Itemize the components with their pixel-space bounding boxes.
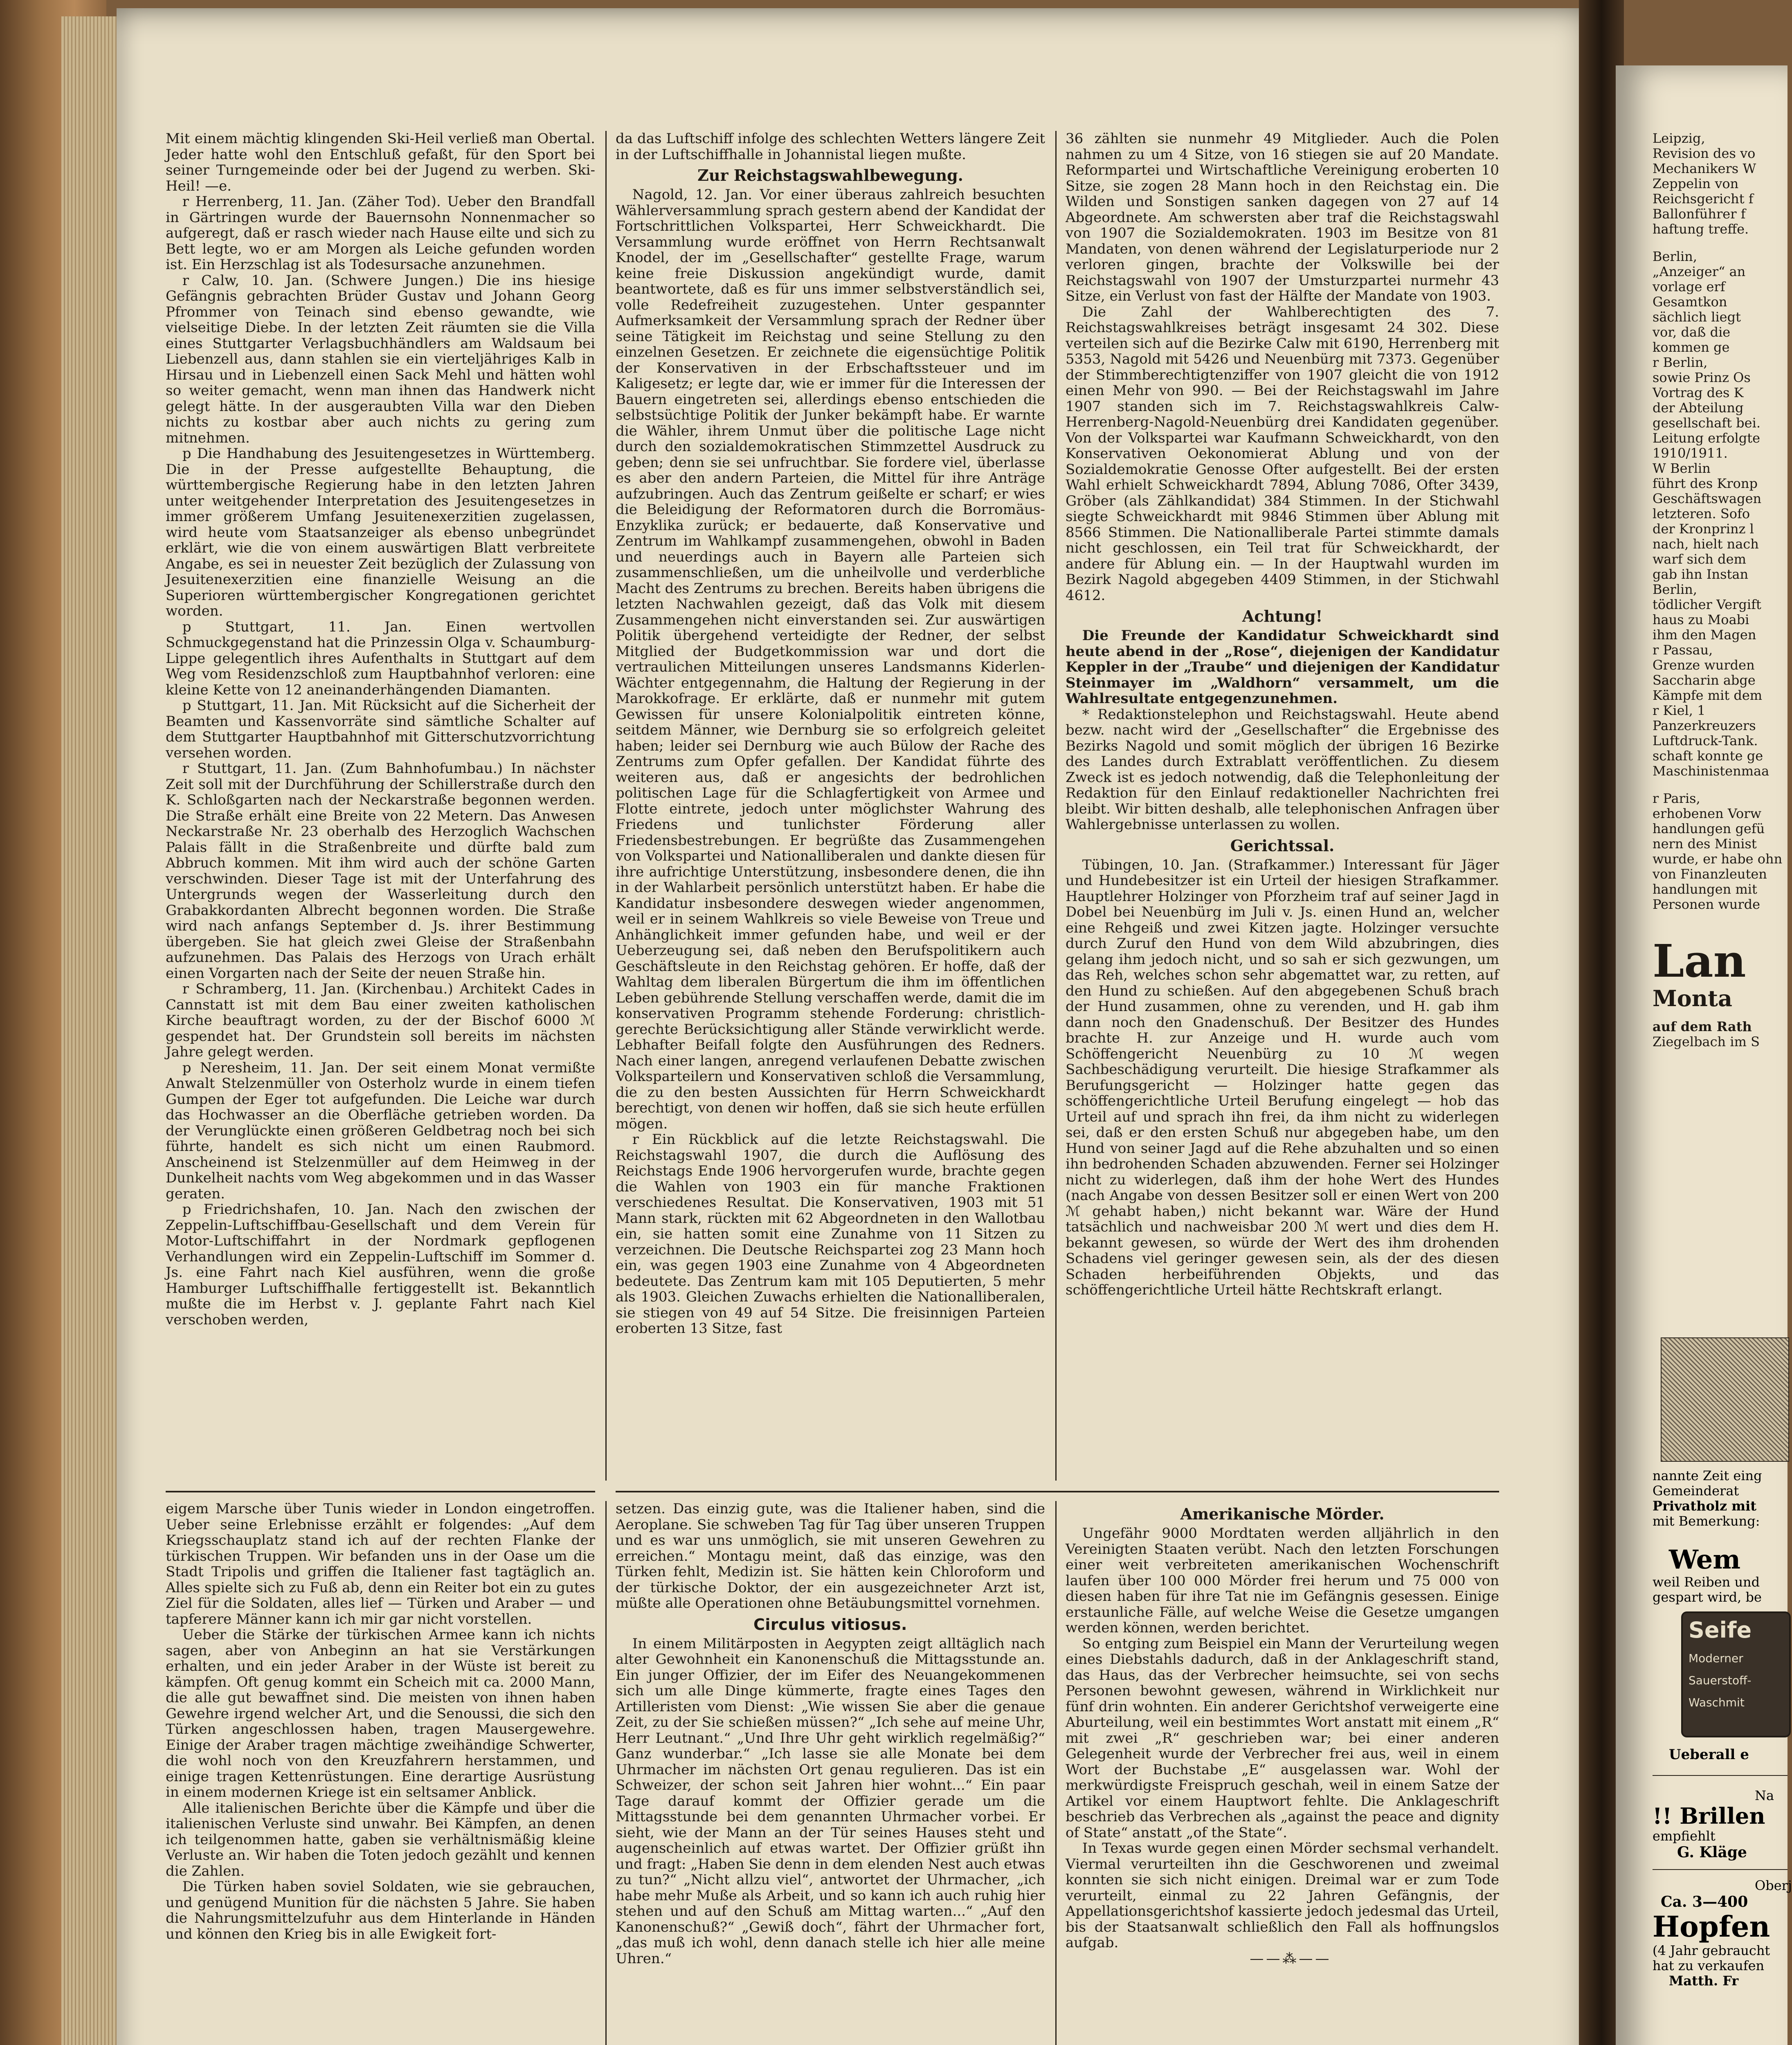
ad-subheadline: Monta — [1653, 985, 1732, 1011]
np-line: führt des Kronp — [1653, 476, 1758, 491]
ad-line: Matth. Fr — [1669, 1973, 1739, 1989]
ad-line: (4 Jahr gebraucht — [1653, 1943, 1770, 1958]
article-tuebingen: Tübingen, 10. Jan. (Strafkammer.) Interessant für Jäger und Hundebesitzer ist ein Urteil der hiesigen Strafkammer. Hauptlehrer Holzinger von Pforzheim traf auf seiner Jagd in Dobel bei Neuenbürg im Juli v. Js. einen Hund an, welcher eine Rehgeiß und zwei Kitzen jagte. Holzinger versuchte durch Zuruf den Hund von dem Wild abzubringen, dies gelang ihm jedoch nicht, und so sah er sich gezwungen, um das Reh, welches schon sehr abgemattet war, zu retten, auf den Hund zu schießen. Auf den abgegebenen Schuß brach der Hund zusammen, ohne zu verenden, und H. gab ihm dann noch den Gnadenschuß. Der Besitzer des Hundes brachte H. zur Anzeige und H. wurde auch vom Schöffengericht Neuenbürg zu 10 ℳ wegen Sachbeschädigung verurteilt. Die hiesige Strafkammer als Berufungsgericht — Holzinger hatte gegen das schöffengerichtliche Urteil Berufung eingelegt — hob das Urteil auf und sprach ihn frei, da ihm nicht zu widerlegen sei, daß er den ersten Schuß nur abgegeben habe, um den Hund von seiner Jagd auf die Rehe abzuhalten und so einen ihn bedrohenden Schaden abzuwenden. Ferner sei Holzinger nicht zu widerlegen, daß ihm der hohe Wert des Hundes (nach Angabe von dessen Besitzer soll er einen Wert von 200 ℳ gehabt haben,) nicht bekannt war. Wäre der Hund tatsächlich und nachweisbar 200 ℳ wert und dies dem H. bekannt gewesen, so würde der Wert des ihm drohenden Schadens viel geringer gewesen sein, als der des diesen Schaden herbeiführenden Objekts, und das schöffengerichtliche Urteil hätte Rechtskraft erlangt. — [1066, 856, 1499, 1298]
np-line: sächlich liegt — [1653, 309, 1741, 325]
section-heading-reichstagswahl: Zur Reichstagswahlbewegung. — [697, 166, 963, 184]
np-line: nern des Minist — [1653, 836, 1757, 852]
np-line: vor, daß die — [1653, 324, 1731, 340]
np-line: r Kiel, 1 — [1653, 703, 1706, 718]
np-line: Zeppelin von — [1653, 176, 1739, 191]
ad-seife-line: Waschmit — [1689, 1696, 1745, 1709]
heading-circulus-vitiosus: Circulus vitiosus. — [753, 1615, 907, 1634]
section-divider — [166, 1491, 595, 1492]
column-rule — [605, 131, 607, 1481]
ad-hopfen: Hopfen — [1653, 1910, 1770, 1944]
np-line: letzteren. Sofo — [1653, 506, 1750, 521]
np-line: handlungen mit — [1653, 881, 1757, 897]
np-line: wurde, er habe ohn — [1653, 851, 1783, 867]
heading-gerichtssaal: Gerichtssal. — [1230, 836, 1335, 855]
ad-divider — [1653, 1869, 1788, 1870]
next-page-column-bottom — [1653, 1746, 1792, 1989]
ad-line: Privatholz mit — [1653, 1498, 1757, 1514]
np-line: schaft konnte ge — [1653, 748, 1763, 764]
article-stuttgart-bahnhof: r Stuttgart, 11. Jan. (Zum Bahnhofumbau.) In nächster Zeit soll mit der Durchführung der Schillerstraße durch den K. Schloßgarten nach der Neckarstraße begonnen werden. Die Straße erhält eine Breite von 22 Metern. Das Anwesen Neckarstraße Nr. 23 oberhalb des Herzoglich Wachschen Palais fällt in die Straßenbreite und dürfte bald zum Abbruch kommen. Mit ihm wird auch der schöne Garten verschwinden. Dieser Tage ist mit der Unterfahrung des Untergrunds wegen der Wasserleitung durch den Grabakkordanten Albrecht begonnen worden. Die Straße wird nach anfangs September d. Js. ihrer Bestimmung übergeben. Sie hat gleich zwei Gleise der Straßenbahn aufzunehmen. Das Palais des Herzogs von Urach erhält einen Vorgarten nach der Seite der neuen Straße hin. — [166, 760, 595, 982]
section-divider — [616, 1491, 1499, 1492]
next-page-column — [1653, 65, 1788, 1049]
ad-line: hat zu verkaufen — [1653, 1958, 1765, 1973]
ad-line: G. Kläge — [1677, 1844, 1747, 1861]
np-line: 1910/1911. — [1653, 445, 1728, 461]
np-line: Kämpfe mit dem — [1653, 688, 1763, 703]
article-schramberg: r Schramberg, 11. Jan. (Kirchenbau.) Architekt Cades in Cannstatt ist mit dem Bau einer zweiten katholischen Kirche beauftragt worden, zu der der Bischof 6000 ℳ gespendet hat. Der Grundstein soll bereits im nächsten Jahre gelegt werden. — [166, 981, 595, 1060]
np-line: Saccharin abge — [1653, 672, 1756, 688]
article-stuttgart-schalter: p Stuttgart, 11. Jan. Mit Rücksicht auf die Sicherheit der Beamten und Kassenvorräte sind sämtliche Schalter auf dem Stuttgarter Hauptbahnhof mit Gitterschutzvorrichtung versehen worden. — [166, 697, 595, 761]
np-line: „Anzeiger“ an — [1653, 264, 1746, 279]
column-3 — [1066, 131, 1499, 1481]
np-line: erhobenen Vorw — [1653, 806, 1761, 821]
ad-line: auf dem Rath — [1653, 1019, 1752, 1034]
np-line: Ballonführer f — [1653, 206, 1746, 222]
np-line: handlungen gefü — [1653, 821, 1765, 836]
article-tripolis-cont: setzen. Das einzig gute, was die Italiener haben, sind die Aeroplane. Sie schweben Tag für Tag über unseren Truppen und es war uns unmöglich, sie mit unseren Gewehren zu erreichen.“ Montagu meint, daß das einzige, was den Türken fehlt, Medizin ist. Sie hätten kein Chloroform und der türkische Doktor, der ein ausgezeichneter Arzt ist, müßte alle Operationen ohne Betäubungsmittel vornehmen. — [616, 1501, 1045, 1611]
notice-achtung: Die Freunde der Kandidatur Schweickhardt sind heute abend in der „Rose“, diejenigen der Kandidatur Keppler in der „Traube“ und diejenigen der Kandidatur Steinmayer im „Waldhorn“ versammelt, um die Wahlresultate entgegenzunehmen. — [1066, 627, 1499, 707]
article-jesuitengesetz: p Die Handhabung des Jesuitengesetzes in Württemberg. Die in der Presse aufgestellte Behauptung, die württembergische Regierung habe in den letzten Jahren unter weitgehender Interpretation des Jesuitengesetzes in immer größerem Umfang Jesuitenexerzitien zugelassen, wird heute vom Staatsanzeiger als ebenso unbegründet erklärt, wie die von einem auswärtigen Blatt verbreitete Angabe, es sei in neuester Zeit bezüglich der Zulassung von Jesuitenexerzitien eine finanzielle Weisung an die Superioren württembergischer Kongregationen gerichtet worden. — [166, 445, 595, 619]
article-circulus: In einem Militärposten in Aegypten zeigt alltäglich nach alter Gewohnheit ein Kanonenschuß die Mittagsstunde an. Ein junger Offizier, der im Eifer des Neuangekommenen sich um alle Dinge kümmerte, fragte eines Tages den Artilleristen vom Dienst: „Wie wissen Sie aber die genaue Zeit, zu der Sie schießen müssen?“ „Ich sehe auf meine Uhr, Herr Leutnant.“ „Und Ihre Uhr geht wirklich regelmäßig?“ Ganz wunderbar.“ „Ich lasse sie alle Monate bei dem Uhrmacher im nächsten Ort genau regulieren. Das ist ein Schweizer, der schon seit Jahren hier wohnt...“ Ein paar Tage darauf kommt der Offizier gerade um die Mittagsstunde bei dem genannten Uhrmacher vorbei. Er sieht, wie der Mann an der Tür seines Hauses steht und augenscheinlich auf etwas wartet. Der Offizier grüßt ihn und fragt: „Haben Sie denn in dem elenden Nest auch etwas zu tun?“ „Nicht allzu viel“, antwortet der Uhrmacher, „ich habe mehr Muße als Arbeit, und so kann ich auch ruhig hier stehen und auf den Schuß am Mittag warten...“ „Auf den Kanonenschuß?“ „Gewiß doch“, fährt der Uhrmacher fort, „das muß ich wohl, denn danach stelle ich hier alle meine Uhren.“ — [616, 1635, 1045, 1967]
newspaper-page — [117, 8, 1614, 2045]
np-line: Berlin, — [1653, 249, 1697, 264]
ad-headline: Lan — [1653, 935, 1746, 987]
ad-line: Oberj — [1755, 1878, 1792, 1893]
article-tripolis-2: Ueber die Stärke der türkischen Armee kann ich nichts sagen, aber von Anbeginn an hat sie Verstärkungen erhalten, und ein jeder Araber in der Wüste ist bereit zu kämpfen. Oft genug kommt ein Scheich mit ca. 2000 Mann, die alle gut bewaffnet sind. Die meisten von ihnen haben Gewehre irgend welcher Art, und die Senoussi, die sich den Türken angeschlossen haben, tragen Mausergewehre. Einige der Araber tragen mächtige zweihändige Schwerter, die wohl noch von den Kreuzfahrern herstammen, und einige tragen Kettenrüstungen. Eine derartige Ausrüstung in einem modernen Kriege ist ein seltsamer Anblick. — [166, 1627, 595, 1800]
ad-line: Ziegelbach im S — [1653, 1034, 1760, 1049]
lower-column-2 — [616, 1501, 1045, 2045]
np-line: Revision des vo — [1653, 146, 1756, 161]
np-line: Mechanikers W — [1653, 161, 1756, 176]
article-moerder-3: In Texas wurde gegen einen Mörder sechsmal verhandelt. Viermal verurteilten ihn die Geschworenen und zweimal konnten sie sich nicht einigen. Dreimal war er zum Tode verurteilt, einmal zu 22 Jahren Gefängnis, der Appellationsgerichtshof kassierte jedoch jedesmal das Urteil, bis der Staatsanwalt schließlich den Fall als hoffnungslos aufgab. — [1066, 1840, 1499, 1951]
np-line: der Kronprinz l — [1653, 521, 1754, 537]
np-line: gab ihn Instan — [1653, 566, 1749, 582]
ad-line: gespart wird, be — [1653, 1589, 1762, 1605]
ad-line: mit Bemerkung: — [1653, 1513, 1760, 1529]
np-line: der Abteilung — [1653, 400, 1744, 416]
np-line: vorlage erf — [1653, 279, 1725, 294]
np-line: Personen wurde — [1653, 897, 1761, 912]
np-line: Berlin, — [1653, 582, 1697, 597]
np-line: haftung treffe. — [1653, 221, 1749, 237]
article-herrenberg: r Herrenberg, 11. Jan. (Zäher Tod). Ueber den Brandfall in Gärtringen wurde der Bauernsohn Nonnenmacher so aufgeregt, daß er rasch wieder nach Hause eilte und sich zu Bett legte, wo er am Morgen als Leiche gefunden worden ist. Ein Herzschlag ist als Todesursache anzunehmen. — [166, 193, 595, 273]
next-page-column-lower — [1653, 1468, 1788, 1605]
np-line: nach, hielt nach — [1653, 536, 1759, 552]
article-wahlberechtigte: Die Zahl der Wahlberechtigten des 7. Reichstagswahlkreises beträgt insgesamt 24 302. Diese verteilen sich auf die Bezirke Calw mit 6190, Herrenberg mit 5353, Nagold mit 5426 und Neuenbürg mit 7373. Gegenüber der Stimmberechtigtenziffer von 1907 gleicht die von 1912 einen Mehr von 990. — Bei der Reichstagswahl im Jahre 1907 standen sich im 7. Reichstagswahlkreis Calw-Herrenberg-Nagold-Neuenbürg drei Kandidaten gegenüber. Von der Volkspartei war Kaufmann Schweickhardt, von den Konservativen Oekonomierat Ablung und von der Sozialdemokratie Genosse Ofter aufgestellt. Bei der ersten Wahl erhielt Schweickhardt 7894, Ablung 7086, Ofter 3439, Gröber (als Zählkandidat) 384 Stimmen. In der Stichwahl siegte Schweickhardt mit 9846 Stimmen über Ablung mit 8566 Stimmen. Die Nationalliberale Partei stimmte damals nicht geschlossen, ein Teil trat für Schweickhardt, der andere für Ablung ein. — In der Hauptwahl wurden im Bezirk Nagold abgegeben 4409 Stimmen, in der Stichwahl 4612. — [1066, 303, 1499, 604]
np-line: r Passau, — [1653, 642, 1713, 658]
np-line: Panzerkreuzers — [1653, 718, 1756, 733]
article-nagold-versammlung: Nagold, 12. Jan. Vor einer überaus zahlreich besuchten Wählerversammlung sprach gestern abend der Kandidat der Fortschrittlichen Volkspartei, Herr Schweickhardt. Die Versammlung wurde eröffnet von Herrn Rechtsanwalt Knodel, der im „Gesellschafter“ gestellte Frage, warum keine freie Diskussion angekündigt wurde, damit beantwortete, daß es für uns immer selbstverständlich sei, volle Redefreiheit zuzugestehen. Unter gespannter Aufmerksamkeit der Versammlung sprach der Redner über seine Tätigkeit im Reichstag und seine Stellung zu den einzelnen Gesetzen. Er zeichnete die eigensüchtige Politik der Konservativen in der Erbschaftssteuer und im Kaligesetz; er legte dar, wie er immer für die Interessen der Bauern eingetreten sei, allerdings ebenso entschieden die selbstsüchtige Politik der Junker bekämpft habe. Er warnte die Wähler, ihrem Unmut über die politische Lage nicht durch den sozialdemokratischen Stimmzettel Ausdruck zu geben; denn sie sei unfruchtbar. Sie fordere viel, überlasse es aber den andern Parteien, die Mittel für ihre Anträge aufzubringen. Auch das Zentrum geißelte er scharf; er wies die Beleidigung der Reformatoren durch die Borromäus-Enzyklika zurück; er bedauerte, daß Konservative und Zentrum im Wahlkampf zusammengehen, obwohl in Baden und neuerdings auch in Bayern alle Parteien sich zusammenschließen, um die unheilvolle und verderbliche Macht des Zentrums zu brechen. Bereits haben übrigens die letzten Nachwahlen gezeigt, daß das Volk mit diesem Zusammengehen nicht einverstanden sei. Zur auswärtigen Politik übergehend verteidigte der Redner, der selbst Mitglied der Budgetkommission war und dort die vertraulichen Mitteilungen unseres Landsmanns Kiderlen-Wächter entgegennahm, die Haltung der Regierung in der Marokkofrage. Er erklärte, daß er nunmehr mit gutem Gewissen für unsere Kolonialpolitik eintreten könne, seitdem Männer, wie Dernburg sie so erfolgreich geleitet haben; leider sei Dernburg wie auch Bülow der Rache des Zentrums zum Opfer gefallen. Der Kandidat führte des weiteren aus, daß er angesichts der bedrohlichen politischen Lage für die Schlagfertigkeit von Armee und Flotte eintrete, jedoch unter möglichster Wahrung des Friedens und tunlichster Förderung aller Friedensbestrebungen. Er begrüßte das Zusammengehen von Volkspartei und Nationalliberalen und dankte diesen für ihre aufrichtige Unterstützung, insbesondere denen, die ihn in der Wahlarbeit persönlich unterstützt haben. Er habe die Kandidatur insbesondere deswegen wieder angenommen, weil er in seinem Wahlkreis so viele Beweise von Treue und Anhänglichkeit immer gefunden habe, und weil er der Ueberzeugung sei, daß neben den Berufspolitikern auch Geschäftsleute in den Reichstag gehören. Er hoffe, daß der Wahltag dem liberalen Bürgertum die ihm im öffentlichen Leben gebührende Stellung verschaffen werde, damit die im konservativen Programm stehende Forderung: christlich-gerechte Berücksichtigung aller Stände verwirklicht werde. Lebhafter Beifall folgte den Ausführungen des Redners. Nach einer langen, anregend verlaufenen Debatte zwischen Volksparteilern und Konservativen schloß die Versammlung, die zu den besten Aussichten für Herrn Schweickhardt berechtigt, von denen wir hoffen, daß sie sich heute erfüllen mögen. — [616, 187, 1045, 1132]
np-line: warf sich dem — [1653, 551, 1746, 567]
np-line: Leipzig, — [1653, 130, 1705, 146]
np-line: W Berlin — [1653, 461, 1711, 476]
heading-achtung: Achtung! — [1242, 607, 1323, 625]
column-rule — [1055, 1501, 1057, 2045]
ad-wem: Wem — [1669, 1544, 1741, 1575]
np-line: sowie Prinz Os — [1653, 370, 1751, 385]
lower-column-1 — [166, 1501, 595, 2045]
ad-line: empfiehlt — [1653, 1828, 1716, 1844]
np-line: Maschinistenmaa — [1653, 763, 1770, 779]
np-line: r Paris, — [1653, 791, 1700, 806]
ad-seife-logo: Seife — [1689, 1617, 1752, 1643]
ad-seife-line: Moderner — [1689, 1652, 1743, 1665]
np-line: Vortrag des K — [1653, 385, 1744, 400]
column-1 — [166, 131, 595, 1481]
article-tripolis: eigem Marsche über Tunis wieder in London eingetroffen. Ueber seine Erlebnisse erzählt er folgendes: „Auf dem Kriegsschauplatz stand ich auf der rechten Flanke der türkischen Truppen. Wir befanden uns in der Oase um die Stadt Tripolis und griffen die Italiener fast tagtäglich an. Alles spielte sich zu Fuß ab, denn ein Reiter bot ein zu gutes Ziel für die Soldaten, alles lief — Türken und Araber — und tapferere Männer kann ich mir gar nicht vorstellen. — [166, 1501, 595, 1627]
np-line: ihm den Magen — [1653, 627, 1756, 643]
article-neresheim: p Neresheim, 11. Jan. Der seit einem Monat vermißte Anwalt Stelzenmüller von Osterholz wurde in einem tiefen Gumpen der Eger tot aufgefunden. Die Leiche war durch das Hochwasser an die Oberfläche getrieben worden. Da der Verunglückte einen größeren Geldbetrag noch bei sich führte, handelt es sich nicht um einen Raubmord. Anscheinend ist Stelzenmüller auf dem Heimweg in der Dunkelheit nachts vom Weg abgekommen und in das Wasser geraten. — [166, 1059, 595, 1202]
ad-line: weil Reiben und — [1653, 1574, 1760, 1590]
article-ski-heil: Mit einem mächtig klingenden Ski-Heil verließ man Obertal. Jeder hatte wohl den Entschluß gefaßt, für den Sport bei seiner Turngemeinde oder bei der Jugend zu werben. Ski-Heil! —e. — [166, 130, 595, 194]
ad-brillen: !! Brillen — [1653, 1803, 1765, 1829]
np-line: kommen ge — [1653, 339, 1730, 355]
article-luftschiff-cont: da das Luftschiff infolge des schlechten Wetters längere Zeit in der Luftschiffhalle in Johannistal liegen mußte. — [616, 130, 1045, 163]
article-moerder-2: So entging zum Beispiel ein Mann der Verurteilung wegen eines Diebstahls dadurch, daß in der Anklageschrift stand, das Haus, das der Verbrecher heimsuchte, sei von sechs Personen bewohnt gewesen, während in Wirklichkeit nur fünf drin wohnten. Ein anderer Gerichtshof verweigerte eine Aburteilung, weil ein bestimmtes Wort anstatt mit einem „R“ mit zwei „R“ geschrieben war; bei einer anderen Gelegenheit wurde der Verbrecher frei aus, weil in einem Wort der Buchstabe „E“ ausgelassen war. Wohl der merkwürdigste Freispruch geschah, weil in einem Satze der Artikel vor einem Hauptwort fehlte. Die Anklageschrift beschrieb das Verbrechen als „against the peace and dignity of State“ anstatt „of the State“. — [1066, 1635, 1499, 1841]
np-line: Grenze wurden — [1653, 657, 1755, 673]
next-page — [1616, 65, 1792, 2045]
np-line: Luftdruck-Tank. — [1653, 733, 1758, 748]
article-tripolis-4: Die Türken haben soviel Soldaten, wie sie gebrauchen, und genügend Munition für die nächsten 5 Jahre. Sie haben die Nahrungsmittelzufuhr aus dem Hinterlande in Händen und können den Krieg bis in alle Ewigkeit fort- — [166, 1879, 595, 1942]
ad-line: nannte Zeit eing — [1653, 1468, 1762, 1483]
heading-amerikanische-moerder: Amerikanische Mörder. — [1180, 1505, 1385, 1523]
ad-seife-package — [1681, 1611, 1791, 1737]
ad-seife-line: Sauerstoff- — [1689, 1674, 1752, 1687]
article-stuttgart-schmuck: p Stuttgart, 11. Jan. Einen wertvollen Schmuckgegenstand hat die Prinzessin Olga v. Schaumburg-Lippe gelegentlich ihres Aufenthalts in Stuttgart auf dem Weg vom Residenzschloß zum Hauptbahnhof verloren: eine kleine Kette von 12 aneinanderhängenden Diamanten. — [166, 618, 595, 698]
np-line: Reichsgericht f — [1653, 191, 1754, 207]
article-rueckblick-cont: 36 zählten sie nunmehr 49 Mitglieder. Auch die Polen nahmen zu um 4 Sitze, von 16 stiegen sie auf 20 Mandate. Reformpartei und Wirtschaftliche Vereinigung eroberten 10 Sitze, sie zogen 28 Mann hoch in den Reichstag ein. Die Wilden und Sonstigen sanken dagegen von 27 auf 14 Abgeordnete. Am schwersten aber traf die Reichstagswahl von 1907 die Sozialdemokraten. 1903 im Besitze von 81 Mandaten, von denen während der Legislaturperiode nur 2 verloren gingen, brachte der Volkswille bei der Reichstagswahl von 1907 der Umsturzpartei nurmehr 43 Sitze, ein Verlust von fast der Hälfte der Mandate von 1903. — [1066, 130, 1499, 304]
np-line: von Finanzleuten — [1653, 866, 1767, 882]
article-friedrichshafen: p Friedrichshafen, 10. Jan. Nach den zwischen der Zeppelin-Luftschiffbau-Gesellschaft und dem Verein für Motor-Luftschiffahrt in der Nordmark gepflogenen Verhandlungen wird ein Zeppelin-Luftschiff im Sommer d. Js. eine Fahrt nach Kiel ausführen, wenn die große Hamburger Luftschiffhalle fertiggestellt ist. Bekanntlich mußte die im Herbst v. J. geplante Fahrt nach Kiel verschoben werden, — [166, 1201, 595, 1328]
page-edges — [61, 16, 119, 2045]
notice-redaktionstelephon: * Redaktionstelephon und Reichstagswahl. Heute abend bezw. nacht wird der „Gesellschafter“ die Ergebnisse des Bezirks Nagold und somit möglich der übrigen 16 Bezirke des Landes durch Extrablatt veröffentlichen. Zu diesem Zweck ist es jedoch notwendig, daß die Telephonleitung der Redaktion für den Einlauf redaktioneller Nachrichten frei bleibt. Wir bitten deshalb, alle telephonischen Anfragen über Wahlergebnisse unterlassen zu wollen. — [1066, 706, 1499, 833]
np-line: r Berlin, — [1653, 355, 1708, 370]
article-rueckblick: r Ein Rückblick auf die letzte Reichstagswahl. Die Reichstagswahl 1907, die durch die Auflösung des Reichstags Ende 1906 hervorgerufen wurde, brachte gegen die Wahlen von 1903 ein für manche Fraktionen verschiedenes Resultat. Die Konservativen, 1903 mit 51 Mann stark, rückten mit 62 Abgeordneten in den Wallotbau ein, sie hatten somit eine Zunahme von 11 Sitzen zu verzeichnen. Die Deutsche Reichspartei zog 23 Mann hoch ein, was gegen 1903 eine Zunahme von 4 Abgeordneten bedeutete. Das Zentrum kam mit 105 Deputierten, 5 mehr als 1903. Gleichen Zuwachs erhielten die Nationalliberalen, sie stiegen von 49 auf 54 Sitze. Die freisinnigen Parteien eroberten 13 Sitze, fast — [616, 1131, 1045, 1337]
article-tripolis-3: Alle italienischen Berichte über die Kämpfe und über die italienischen Verluste sind unwahr. Bei Kämpfen, an denen ich teilgenommen hatte, gaben sie verhältnismäßig kleine Verluste an. Wir haben die Toten jedoch gezählt und kennen die Zahlen. — [166, 1800, 595, 1879]
ad-line: Ca. 3—400 — [1661, 1893, 1748, 1910]
ad-ueberall: Ueberall e — [1669, 1746, 1749, 1763]
column-rule — [1055, 131, 1057, 1481]
np-line: haus zu Moabi — [1653, 612, 1749, 627]
np-line: Leitung erfolgte — [1653, 430, 1761, 446]
column-rule — [605, 1501, 607, 2045]
ad-divider — [1653, 1775, 1788, 1776]
np-line: Geschäftswagen — [1653, 491, 1762, 506]
np-line: Gesamtkon — [1653, 294, 1727, 310]
lower-column-3 — [1066, 1501, 1499, 2045]
ad-line: Na — [1755, 1788, 1774, 1803]
np-line: gesellschaft bei. — [1653, 415, 1761, 431]
ad-illustration — [1661, 1337, 1789, 1462]
article-moerder-1: Ungefähr 9000 Mordtaten werden alljährlich in den Vereinigten Staaten verübt. Nach den letzten Forschungen einer weit verbreiteten amerikanischen Wochenschrift laufen über 100 000 Mörder frei herum und 75 000 von diesen haben für ihre Tat nie im Gefängnis gesessen. Einige erstaunliche Fälle, auf welche Weise die Gesetze umgangen werden können, werden berichtet. — [1066, 1525, 1499, 1636]
article-calw: r Calw, 10. Jan. (Schwere Jungen.) Die ins hiesige Gefängnis gebrachten Brüder Gustav und Johann Georg Pfrommer von Teinach sind ebenso gewandte, wie vielseitige Diebe. In der letzten Zeit räumten sie die Villa eines Stuttgarter Verlagsbuchhändlers am Waldsaum bei Liebenzell aus, dann stahlen sie ein vierteljähriges Kalb in Hirsau und in Liebenzell einen Sack Mehl und hätten wohl so weiter gemacht, wenn man ihnen das Handwerk nicht gelegt hätte. In der ausgeraubten Villa war den Dieben nichts zu kostbar aber auch nichts zu gering zum mitnehmen. — [166, 272, 595, 446]
ad-line: Gemeinderat — [1653, 1483, 1739, 1499]
end-ornament: ——⁂—— — [1250, 1950, 1332, 1967]
np-line: tödlicher Vergift — [1653, 597, 1761, 612]
column-2 — [616, 131, 1045, 1481]
